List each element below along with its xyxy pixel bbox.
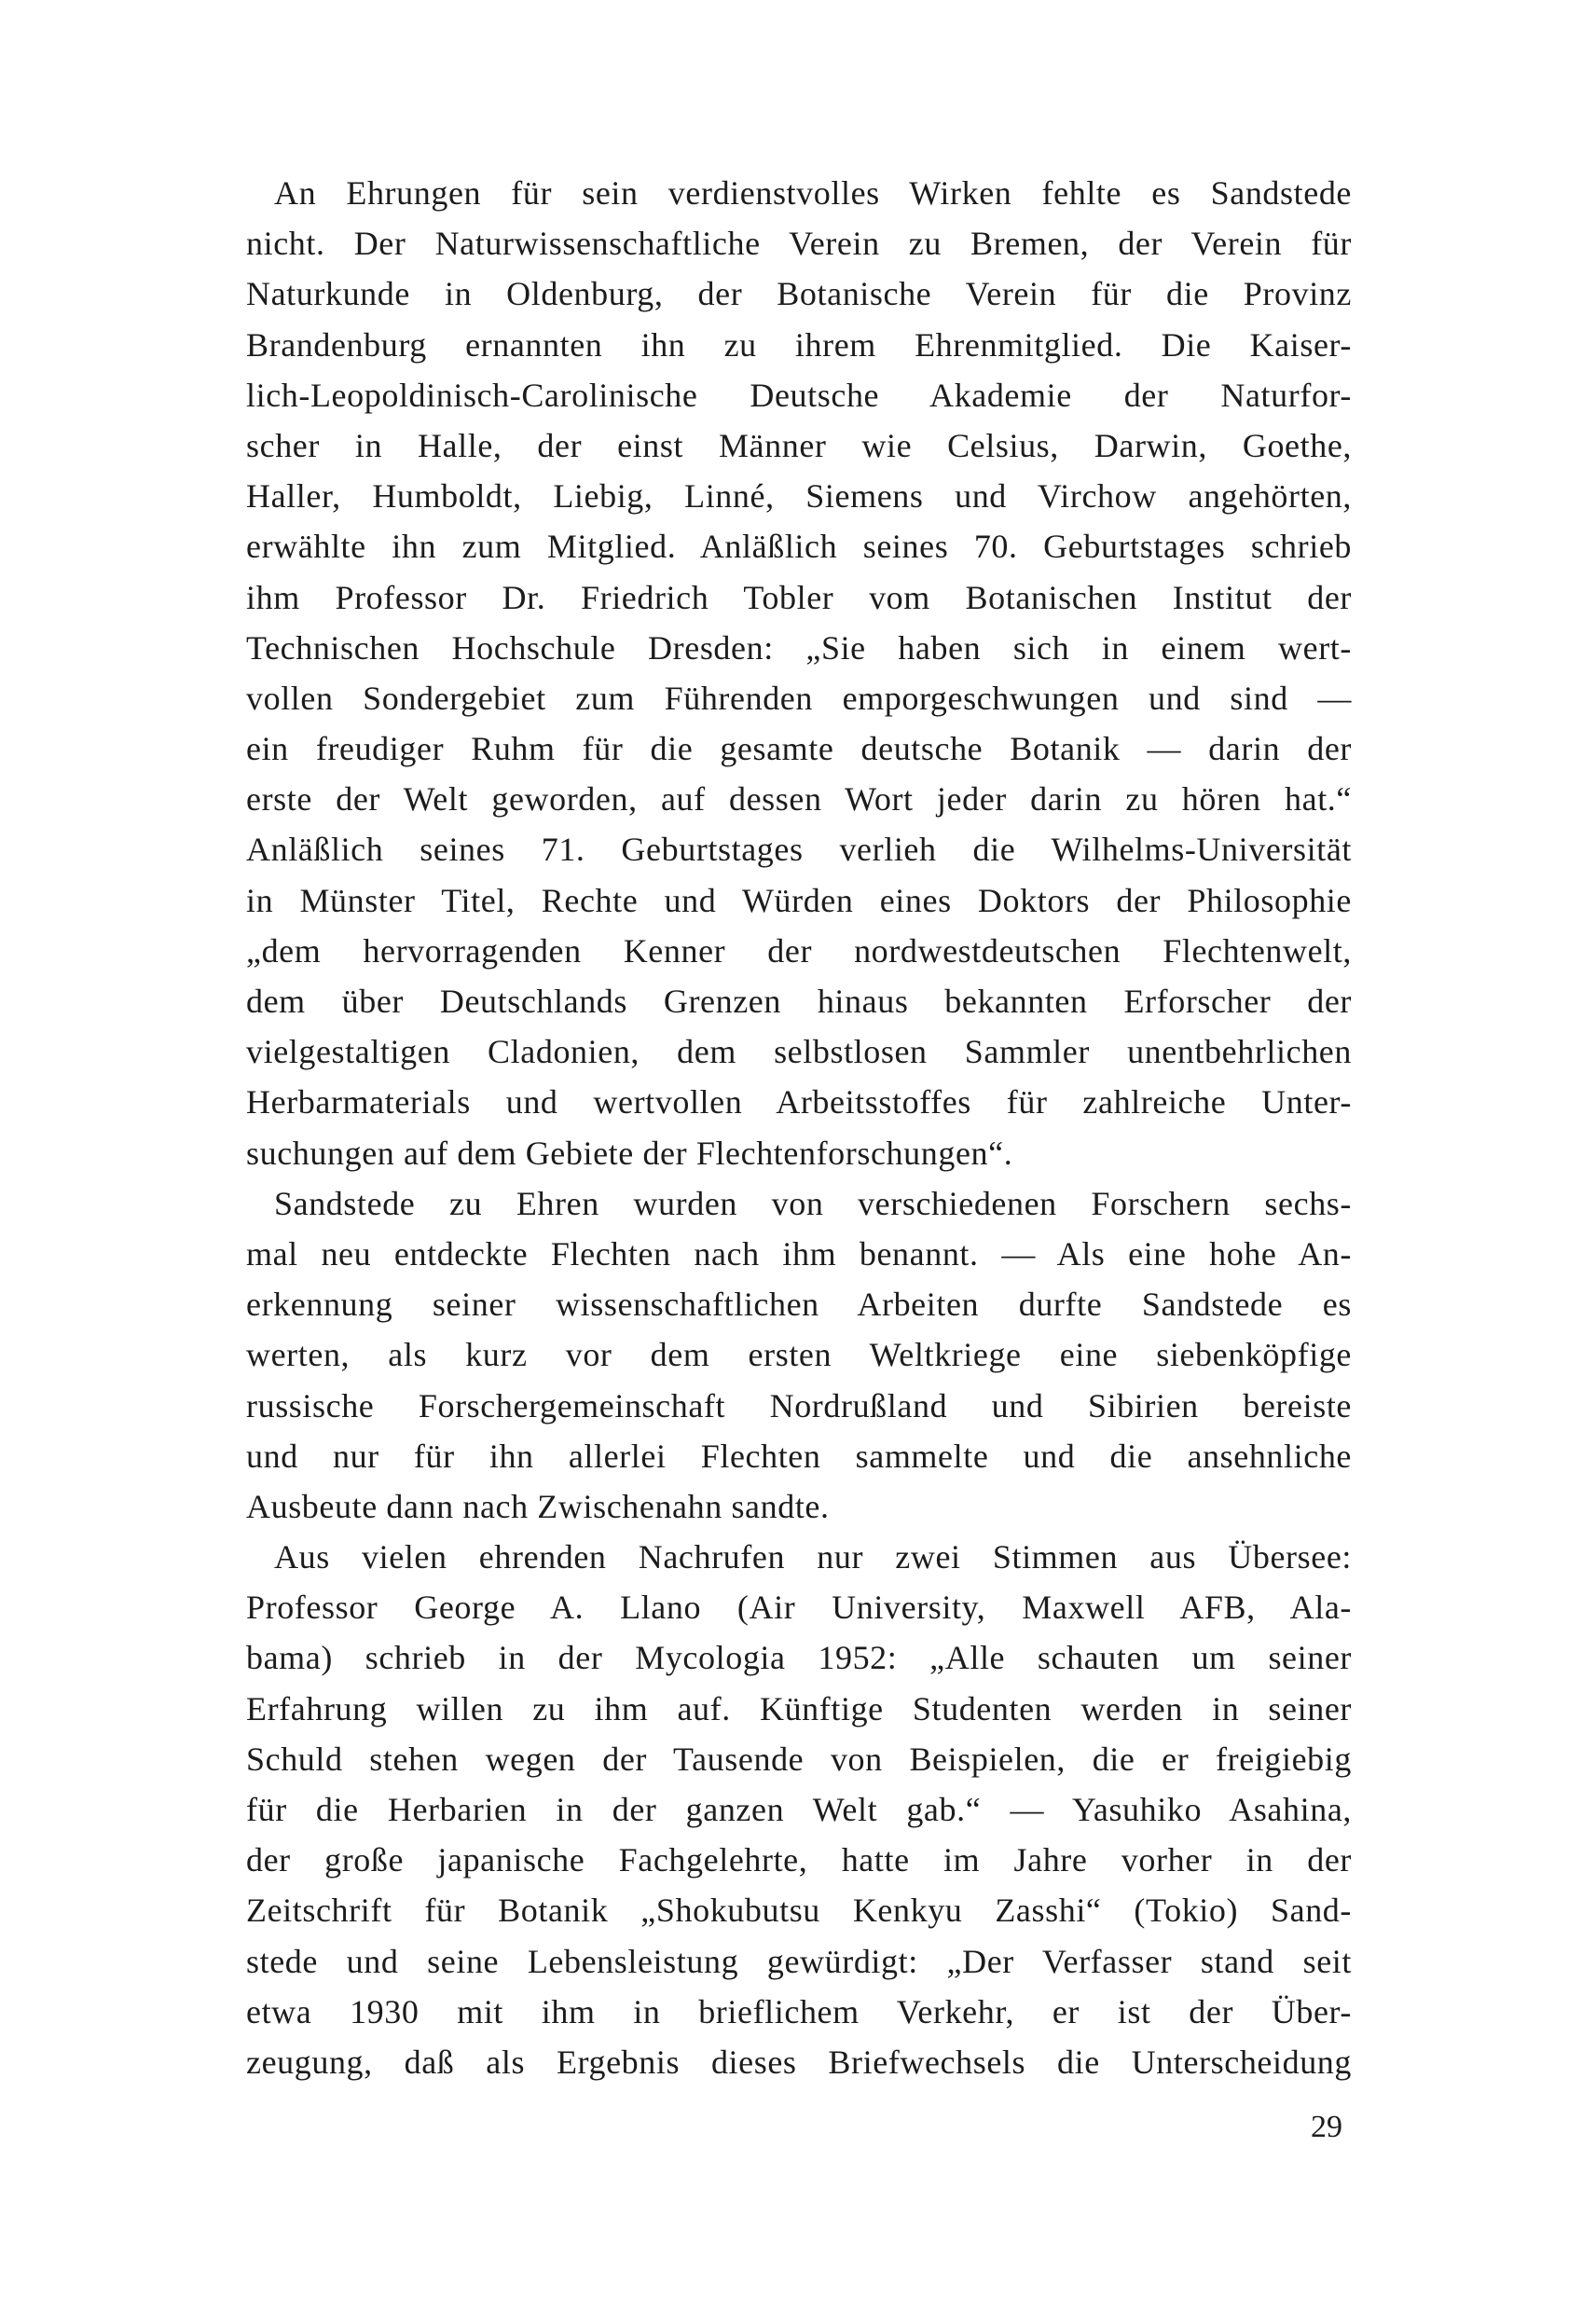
text-line: Zeitschrift für Botanik „Shokubutsu Kenkyu Zasshi“ (Tokio) Sand- [246,1892,1352,1930]
text-line: „dem hervorragenden Kenner der nordwestdeutschen Flechtenwelt, [246,931,1352,970]
text-line: Brandenburg ernannten ihn zu ihrem Ehrenmitglied. Die Kaiser- [246,325,1352,364]
text-line: vielgestaltigen Cladonien, dem selbstlosen Sammler unentbehrlichen [246,1033,1352,1071]
text-line: Anläßlich seines 71. Geburtstages verlieh die Wilhelms-Universität [246,831,1352,869]
text-line: erkennung seiner wissenschaftlichen Arbeiten durfte Sandstede es [246,1286,1352,1324]
text-line: und nur für ihn allerlei Flechten sammelte und die ansehnliche [246,1437,1352,1475]
text-line: ihm Professor Dr. Friedrich Tobler vom Botanischen Institut der [246,578,1352,616]
text-line: vollen Sondergebiet zum Führenden emporgeschwungen und sind — [246,679,1352,717]
text-line: zeugung, daß als Ergebnis dieses Briefwechsels die Unterscheidung [246,2043,1352,2081]
text-line: erwählte ihn zum Mitglied. Anläßlich seines 70. Geburtstages schrieb [246,528,1352,566]
text-line: Technischen Hochschule Dresden: „Sie haben sich in einem wert- [246,628,1352,667]
text-line: russische Forschergemeinschaft Nordrußland und Sibirien bereiste [246,1386,1352,1424]
text-line: Ausbeute dann nach Zwischenahn sandte. [246,1487,830,1525]
text-line: An Ehrungen für sein verdienstvolles Wirken fehlte es Sandstede [274,174,1352,212]
text-line: ein freudiger Ruhm für die gesamte deutsche Botanik — darin der [246,730,1352,768]
text-line: suchungen auf dem Gebiete der Flechtenforschungen“. [246,1134,1013,1172]
text-line: für die Herbarien in der ganzen Welt gab.“ — Yasuhiko Asahina, [246,1791,1352,1828]
text-line: Herbarmaterials und wertvollen Arbeitsstoffes für zahlreiche Unter- [246,1083,1352,1122]
text-line: werten, als kurz vor dem ersten Weltkriege eine siebenköpfige [246,1336,1352,1374]
text-line: bama) schrieb in der Mycologia 1952: „Alle schauten um seiner [246,1639,1352,1677]
text-line: dem über Deutschlands Grenzen hinaus bekannten Erforscher der [246,983,1352,1020]
text-line: Aus vielen ehrenden Nachrufen nur zwei Stimmen aus Übersee: [274,1538,1352,1576]
text-line: stede und seine Lebensleistung gewürdigt: „Der Verfasser stand seit [246,1942,1352,1980]
text-line: Haller, Humboldt, Liebig, Linné, Siemens und Virchow angehörten, [246,477,1352,516]
text-line: in Münster Titel, Rechte und Würden eines Doktors der Philosophie [246,881,1352,919]
text-line: erste der Welt geworden, auf dessen Wort jeder darin zu hören hat.“ [246,780,1352,819]
text-line: Sandstede zu Ehren wurden von verschiedenen Forschern sechs- [274,1184,1352,1222]
text-line: mal neu entdeckte Flechten nach ihm benannt. — Als eine hohe An- [246,1234,1352,1273]
text-line: lich-Leopoldinisch-Carolinische Deutsche Akademie der Naturfor- [246,376,1352,414]
text-line: nicht. Der Naturwissenschaftliche Verein zu Bremen, der Verein für [246,225,1352,263]
text-line: scher in Halle, der einst Männer wie Celsius, Darwin, Goethe, [246,426,1352,464]
text-line: Naturkunde in Oldenburg, der Botanische Verein für die Provinz [246,275,1352,313]
text-line: Erfahrung willen zu ihm auf. Künftige Studenten werden in seiner [246,1689,1352,1727]
text-line: Professor George A. Llano (Air University, Maxwell AFB, Ala- [246,1589,1352,1627]
body-text [246,168,1352,2087]
text-line: Schuld stehen wegen der Tausende von Beispielen, die er freigiebig [246,1740,1352,1778]
text-line: der große japanische Fachgelehrte, hatte im Jahre vorher in der [246,1841,1352,1879]
text-line: etwa 1930 mit ihm in brieflichem Verkehr, er ist der Über- [246,1992,1352,2030]
page-number: 29 [1311,2110,1342,2144]
